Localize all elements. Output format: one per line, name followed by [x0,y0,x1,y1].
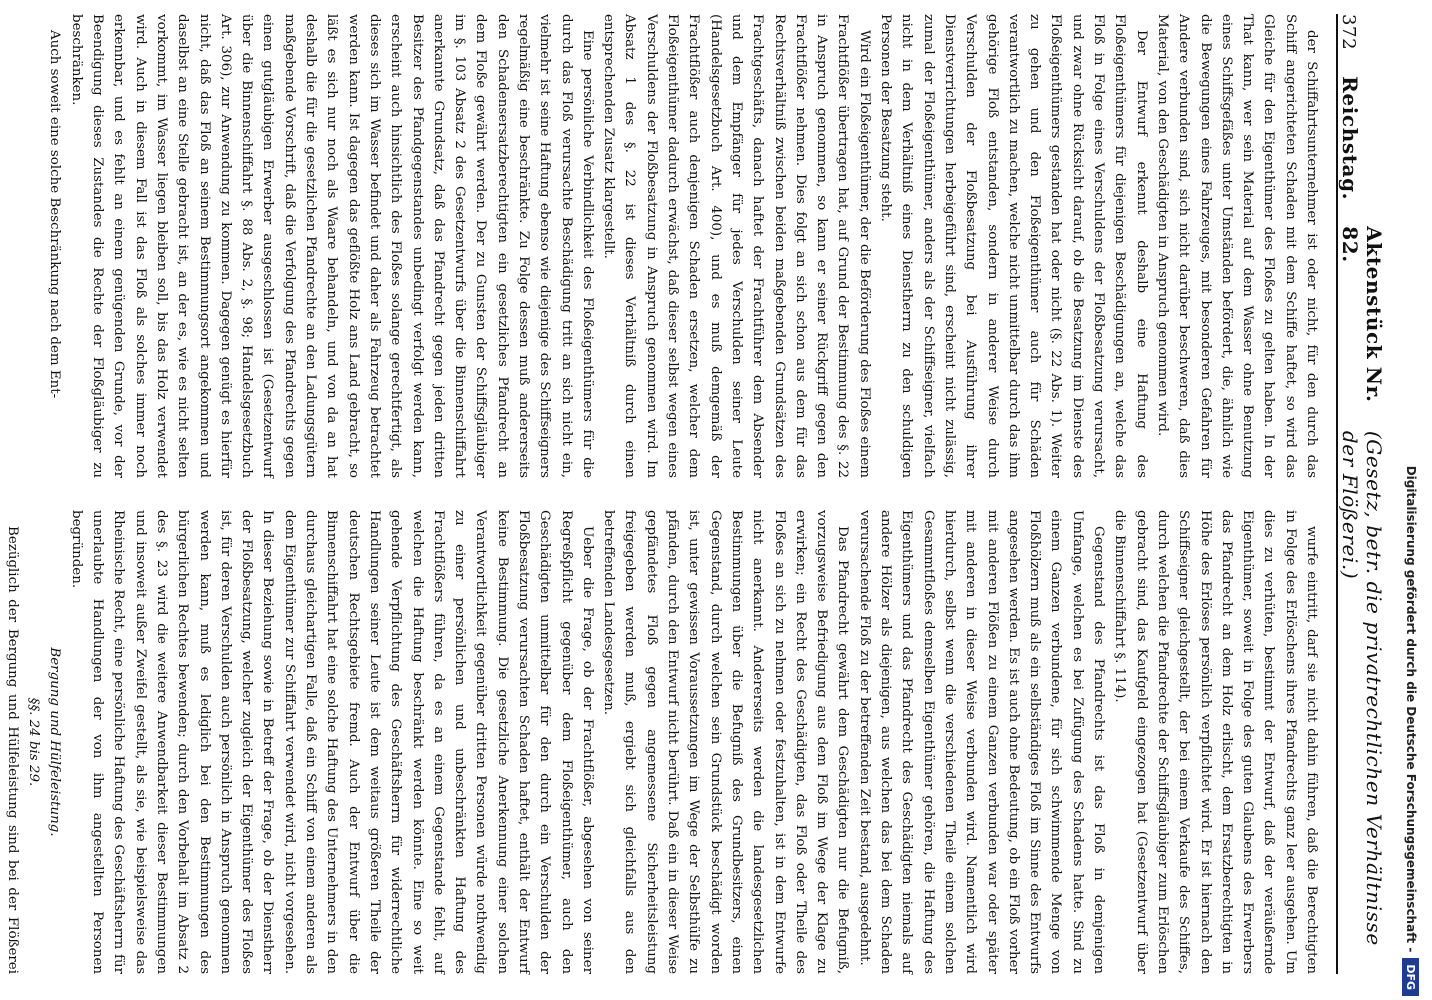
text-columns [4,14,1322,974]
paragraph: Bezüglich der Bergung und Hülfeleistung sind bei der Flößerei [4,526,20,974]
paragraph: Das Pfandrecht gewährt dem Geschädigten nur die Befugniß, vorzugsweise Befriedigung aus dem Floß im Wege der Klage zu erwirken; ein Recht des Geschädigten, das Floß oder Theile des Floßes an sich zu nehmen oder festzuhalten, ist in dem Entwurfe nicht anerkannt. Andererseits werden die landesgesetzlichen Bestimmungen über die Befugniß des Grundbesitzers, einen Gegenstand, durch welchen sein Grundstück beschädigt worden ist, unter gewissen Voraussetzungen im Wege der Selbsthülfe zu pfänden, durch den Entwurf nicht berührt. Daß ein in dieser Weise gepfändetes Floß gegen angemessene Sicherheitsleistung freigegeben werden muß, ergiebt sich gleichfalls aus den betreffenden Landesgesetzen. [601,510,851,974]
paragraph: der Schiffahrtsunternehmer ist oder nicht, für den durch das Schiff angerichteten Schaden mit dem Schiffe haftet, so wird das Gleiche für den Eigenthümer des Floßes zu gelten haben. In der That kann, wer sein Material auf dem Wasser ohne Benutzung eines Schiffsgefäßes unter Umständen befördert, die, ähnlich wie die Bewegungen eines Fahrzeuges, mit besonderen Gefahren für Andere verbunden sind, sich nicht darüber beschweren, daß dies Material, von den Geschädigten in Anspruch genommen wird. [1154,14,1319,478]
page-content [4,14,1402,974]
page-number: 372 [1338,14,1359,51]
dfg-logo: DFG [1403,958,1420,996]
paragraph: Wird ein Floßeigenthümer, der die Beförderung des Floßes einem Frachtflößer übertragen hat, auf Grund der Bestimmung des §. 22 in Anspruch genommen, so kann er seiner Rückgriff gegen den Frachtflößer nehmen. Dies folgt an sich schon aus dem für das Rechtsverhältniß zwischen beiden maßgebenden Grundsätzen des Frachtgeschäfts, danach haftet der Frachtführer dem Absender und dem Empfänger für jedes Verschulden seiner Leute (Handelsgesetzbuch Art. 400), und es muß demgemäß der Frachtflößer auch denjenigen Schaden ersetzen, welcher dem Floßeigenthümer dadurch erwächst, daß dieser selbst wegen eines Verschuldens der Floßbesatzung in Anspruch genommen wird. Im Absatz 1 des §. 22 ist dieses Verhältniß durch einen entsprechenden Zusatz klargestellt. [601,14,872,478]
paragraph: Ueber die Frage, ob der Frachtflößer, abgesehen von seiner Regreßpflicht gegenüber dem Floßeigenthümer, auch den Geschädigten unmittelbar für den durch ein Verschulden der Floßbesatzung verursachten Schaden haftet, enthält der Entwurf keine Bestimmung. Die gesetzliche Anerkennung einer solchen Verantwortlichkeit gegenüber dritten Personen würde nothwendig zu einer persönlichen und unbeschränkten Haftung des Frachtflößers führen, da es an einem Gegenstande fehlt, auf welchen die Haftung beschränkt werden könnte. Eine so weit gehende Verpflichtung des Geschäftsherrn für widerrechtliche Handlungen seiner Leute ist dem weitaus größeren Theile der deutschen Rechtsgebiete fremd. Auch der Entwurf über die Binnenschiffahrt hat eine solche Haftung des Unternehmers in den durchaus gleichartigen Falle, daß ein Schiff von einem anderen als dem Eigenthümer zur Schiffahrt verwendet wird, nicht vorgesehen. In dieser Beziehung sowie in Betreff der Frage, ob der Dienstherr der Floßbesatzung, welcher zugleich der Eigenthümer des Floßes ist, für deren Verschulden auch persönlich in Anspruch genommen werden kann, muß es lediglich bei den Bestimmungen des bürgerlichen Rechtes bewenden; durch den Vorbehalt im Absatz 2 des §. 23 wird die weitere Anwendbarkeit dieser Bestimmungen und insoweit außer Zweifel gestellt, als sie, wie beispielsweise das Rheinische Recht, eine persönliche Haftung des Geschäftsherrn für unerlaubte Handlungen der von ihm angestellten Personen begründen. [68,510,595,974]
page-header [1336,14,1386,974]
digitization-credit [1398,26,1424,996]
header-left-title: Reichstag. [1338,76,1362,201]
paragraph: wurfe eintritt, darf sie nicht dahin führen, daß die Berechtigten in Folge des Erlöschens ihres Pfandrechts ganz leer ausgehen. Um dies zu verhüten, bestimmt der Entwurf, daß der veräußernde Eigenthümer, soweit in Folge des guten Glaubens des Erwerbers das Pfandrecht an dem Holz erlischt, dem Ersatzberechtigten in Höhe des Erlöses persönlich verpflichtet wird. Er ist hiernach den Schiffseigner gleichgestellt, der bei einem Verkaufe des Schiffes, durch welchen die Pfandrechte der Schiffsgläubiger zum Erlöschen gebracht sind, das Kaufgeld eingezogen hat (Gesetzentwurf über die Binnenschiffahrt §. 114). [1112,510,1319,974]
section-range: §§. 24 bis 29. [26,697,42,787]
paragraph: Auch soweit eine solche Beschränkung nach dem Ent- [47,30,63,399]
credit-text: Digitalisierung gefördert durch die Deutsche Forschungsgemeinschaft - [1404,465,1418,953]
header-center-title: Aktenstück Nr. 82. [1338,226,1386,403]
section-heading: Bergung und Hülfeleistung. [47,647,63,837]
paragraph: Der Entwurf erkennt deshalb eine Haftung des Floßeigenthümers für diejenigen Beschädigungen an, welche das Floß in Folge eines Verschuldens der Floßbesatzung verursacht, und zwar ohne Rücksicht darauf, ob die Besatzung im Dienste des Floßeigenthümers gestanden hat oder nicht (§. 22 Abs. 1). Weiter zu gehen und den Floßeigenthümer auch für Schäden verantwortlich zu machen, welche nicht unmittelbar durch das ihm gehörige Floß entstanden, sondern in anderer Weise durch Verschulden der Floßbesatzung bei Ausführung ihrer Dienstverrichtungen herbeigeführt sind, erscheint nicht zulässig, zumal der Floßeigenthümer, anders als der Schiffseigner, vielfach nicht in dem Verhältniß eines Dienstherrn zu den schuldigen Personen der Besatzung steht. [878,14,1149,478]
paragraph: Eine persönliche Verbindlichkeit des Floßeigenthümers für die durch das Floß verursachte Beschädigung tritt an sich nicht ein, vielmehr ist seine Haftung ebenso wie diejenige des Schiffseigners regelmäßig eine beschränkte. Zu Folge dessen muß andererseits den Schadensersatzberechtigten ein gesetzliches Pfandrecht an dem Floße gewährt werden. Der zu Gunsten der Schiffsgläubiger im §. 103 Absatz 2 des Gesetzentwurfs über die Binnenschiffahrt anerkannte Grundsatz, daß das Pfandrecht gegen jeden dritten Besitzer des Pfandgegenstandes unbedingt verfolgt werden kann, erscheint auch hinsichtlich des Floßes solange gerechtfertigt, als dieses sich im Wasser befindet und daher als Fahrzeug betrachtet werden kann. Ist dagegen das geflößte Holz ans Land gebracht, so läßt es sich nur noch als Waare behandeln, und von da an hat deshalb die für die gesetzlichen Pfandrechte an den Ladungsgütern maßgebende Vorschrift, daß die Verfolgung des Pfandrechts gegen einen gutgläubigen Erwerber ausgeschlossen ist (Gesetzentwurf über die Binnenschiffahrt §. 88 Abs. 2, §. 98; Handelsgesetzbuch Art. 306), zur Anwendung zu kommen. Dagegen genügt es hierfür nicht, daß das Floß an seinem Bestimmungsort angekommen und daselbst an eine Stelle gebracht ist, an der es, wie es nicht selten vorkommt, im Wasser liegen bleiben soll, bis das Holz verwendet wird. Auch in diesem Fall ist das Floß als solches immer noch erkennbar, und es fehlt an einem genügenden Grunde, vor der Beendigung dieses Zustandes die Rechte der Floßgläubiger zu beschränken. [68,14,595,478]
left-column [47,14,1322,478]
right-column [4,510,1322,974]
header-right-title: (Gesetz, betr. die privatrechtlichen Verhältnisse der Flößerei.) [1338,430,1386,946]
paragraph: Gegenstand des Pfandrechts ist das Floß in demjenigen Umfange, welchen es bei Zufügung des Schadens hatte. Sind zu einem Ganzen verbundene, für sich schwimmende Menge von Floßhölzern muß als ein selbständiges Floß im Sinne des Entwurfs angesehen werden. Es ist auch ohne Bedeutung, ob ein Floß vorher mit anderen Flößen zu einem Ganzen verbunden war oder später mit anderen in dieser Weise verbunden wird. Namentlich wird hierdurch, selbst wenn die verschiedenen Theile einem solchen Gesammtfloßes demselben Eigenthümer gehören, die Haftung des Eigenthümers und das Pfandrecht des Geschädigten niemals auf andere Hölzer als diejenigen, aus welchen das bei dem Schaden verursachende Floß zu der betreffenden Zeit bestand, ausgedehnt. [856,510,1107,974]
